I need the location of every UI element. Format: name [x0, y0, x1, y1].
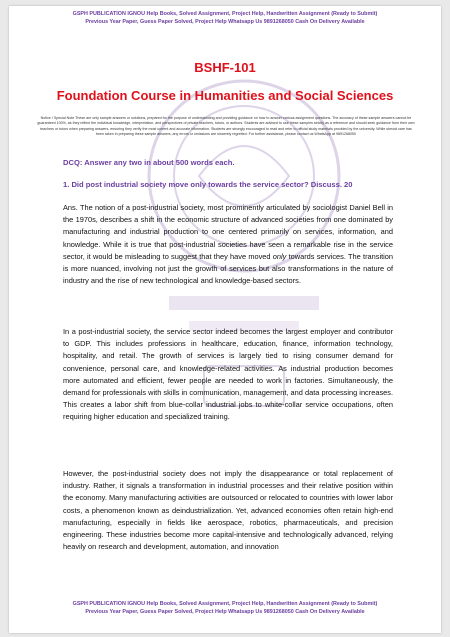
answer-paragraph-2: In a post-industrial society, the service sector indeed becomes the largest employer and contributor to GDP. This includes professions in healthcare, education, finance, information technology, hospitality, and retail. The growth of services is largely tied to rising consumer demand for convenience, personal care, and knowledge-related activities. As industrial production becomes more automated and efficient, fewer people are needed to work in factories. Simultaneously, the demand for professionals with skills in communication, management, and data processing increases. This creates a labor shift from blue-collar industrial jobs to white-collar service occupations, often requiring higher education and specialized training. — [63, 327, 393, 422]
document-page — [9, 6, 441, 633]
answer-emphasis: only — [272, 251, 287, 261]
dcq-heading: DCQ: Answer any two in about 500 words each. — [63, 158, 235, 167]
answer-paragraph-1-end: towards services. The transition is more nuanced, involving not just the growth of services but also transformations in the nature of industry and the rise of new technological and knowledge-based sectors. — [63, 251, 394, 286]
answer-paragraph-1-start: Ans. The notion of a post-industrial society, most prominently articulated by sociologist Daniel Bell in the 1970s, describes a shift in the economic structure of advanced societies from one dominated by manufacturing and industrial production to one centered primarily on services, information, and knowledge. While it is true that post-industrial societies have seen a remarkable rise in the service sector, it would be misleading to suggest that they have moved — [63, 203, 393, 261]
question-heading: 1. Did post industrial society move only towards the service sector? Discuss. 20 — [63, 180, 353, 189]
answer-paragraph-3: However, the post-industrial society does not imply the disappearance or total replacement of industry. Rather, it signals a transformation in industrial processes and their relative position within the economy. Many manufacturing activities are outsourced or relocated to countries with lower labor costs, a phenomenon known as deindustrialization. Yet, advanced economies often retain high-end manufacturing, especially in fields like aerospace, robotics, pharmaceuticals, and precision engineering. These industries become more capital-intensive and technologically advanced, relying heavily on research and development, automation, and innovation — [63, 469, 393, 552]
course-code: BSHF-101 — [194, 60, 256, 75]
header-line-2: Previous Year Paper, Guess Paper Solved, Project Help Whatsapp Us 9891268050 Cash On Delivery Available — [85, 18, 365, 25]
footer-line-1: GSPH PUBLICATION IGNOU Help Books, Solved Assignment, Project Help, Handwritten Assignment (Ready to Submit) — [72, 601, 378, 607]
course-title: Foundation Course in Humanities and Social Sciences — [56, 88, 394, 103]
answer-paragraph-1 — [63, 202, 393, 287]
footer-line-2: Previous Year Paper, Guess Paper Solved, Project Help Whatsapp Us 9891268050 Cash On Delivery Available — [85, 608, 365, 615]
header-line-1: GSPH PUBLICATION IGNOU Help Books, Solved Assignment, Project Help, Handwritten Assignment (Ready to Submit) — [72, 11, 378, 17]
page-footer — [9, 601, 441, 616]
notice-text: Notice / Special Note These are only sample answers or solutions, prepared for the purpose of understanding and providing guidance on how to answer various assignment questions. The accuracy of these sample answers cannot be guaranteed 100%, as they reflect the individual knowledge, interpretation, and perspectives of private teachers, tutors, or authors. Students are advised to use these samples strictly as a reference and should seek guidance from their own teachers or tutors when preparing answers, ensuring they verify the most current and accurate information. Students are strongly encouraged to read and refer to official study materials provided by the university. While utmost care has been taken in preparing these sample answers, any errors or omissions are sincerely regretted. For further assistance, please contact us WhatsApp at 9891268050 — [37, 116, 415, 136]
page-header — [9, 6, 441, 26]
